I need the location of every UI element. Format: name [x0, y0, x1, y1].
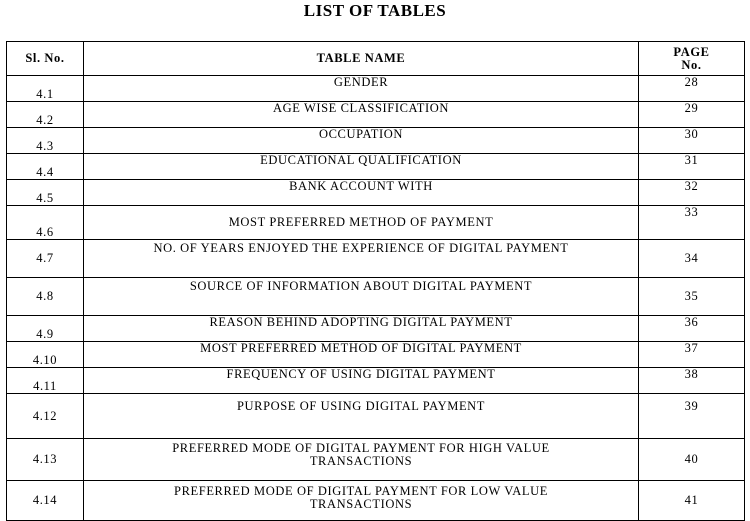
- row-page-no: 40: [639, 439, 745, 481]
- table-row: [7, 278, 745, 316]
- row-page-no: 28: [639, 76, 745, 102]
- row-sl-no: 4.9: [7, 316, 84, 342]
- row-table-name: NO. OF YEARS ENJOYED THE EXPERIENCE OF DIGITAL PAYMENT: [84, 240, 639, 278]
- row-table-name: MOST PREFERRED METHOD OF DIGITAL PAYMENT: [84, 342, 639, 368]
- row-sl-no: 4.12: [7, 394, 84, 439]
- row-sl-no: 4.4: [7, 154, 84, 180]
- row-sl-no: 4.13: [7, 439, 84, 481]
- header-table-name: TABLE NAME: [84, 42, 639, 76]
- table-row: [7, 154, 745, 180]
- row-page-no: 39: [639, 394, 745, 439]
- table-row: [7, 206, 745, 240]
- row-sl-no: 4.10: [7, 342, 84, 368]
- header-page-line2: No.: [681, 57, 702, 72]
- table-row: [7, 439, 745, 481]
- table-row: [7, 240, 745, 278]
- row-table-name: PREFERRED MODE OF DIGITAL PAYMENT FOR LOW VALUE TRANSACTIONS: [84, 481, 639, 521]
- list-of-tables: [6, 41, 745, 521]
- table-row: [7, 342, 745, 368]
- row-page-no: 41: [639, 481, 745, 521]
- row-table-name: OCCUPATION: [84, 128, 639, 154]
- row-table-name: BANK ACCOUNT WITH: [84, 180, 639, 206]
- table-row: [7, 481, 745, 521]
- row-page-no: 33: [639, 206, 745, 240]
- table-row: [7, 394, 745, 439]
- row-page-no: 30: [639, 128, 745, 154]
- row-sl-no: 4.14: [7, 481, 84, 521]
- row-page-no: 37: [639, 342, 745, 368]
- row-table-name: AGE WISE CLASSIFICATION: [84, 102, 639, 128]
- table-row: [7, 316, 745, 342]
- row-sl-no: 4.7: [7, 240, 84, 278]
- row-table-name: FREQUENCY OF USING DIGITAL PAYMENT: [84, 368, 639, 394]
- page-title: LIST OF TABLES: [303, 1, 447, 20]
- row-table-name: PURPOSE OF USING DIGITAL PAYMENT: [84, 394, 639, 439]
- row-page-no: 34: [639, 240, 745, 278]
- row-table-name: GENDER: [84, 76, 639, 102]
- table-header-row: [7, 42, 745, 76]
- row-page-no: 36: [639, 316, 745, 342]
- header-sl-no: Sl. No.: [7, 42, 84, 76]
- row-sl-no: 4.5: [7, 180, 84, 206]
- table-row: [7, 180, 745, 206]
- row-page-no: 29: [639, 102, 745, 128]
- row-sl-no: 4.3: [7, 128, 84, 154]
- row-page-no: 32: [639, 180, 745, 206]
- row-page-no: 31: [639, 154, 745, 180]
- table-row: [7, 368, 745, 394]
- row-sl-no: 4.2: [7, 102, 84, 128]
- row-table-name: REASON BEHIND ADOPTING DIGITAL PAYMENT: [84, 316, 639, 342]
- header-page-no: [639, 42, 745, 76]
- row-sl-no: 4.1: [7, 76, 84, 102]
- header-page-line1: PAGE: [673, 44, 710, 59]
- row-table-name: MOST PREFERRED METHOD OF PAYMENT: [84, 206, 639, 240]
- row-table-name: PREFERRED MODE OF DIGITAL PAYMENT FOR HIGH VALUE TRANSACTIONS: [84, 439, 639, 481]
- row-page-no: 38: [639, 368, 745, 394]
- row-sl-no: 4.6: [7, 206, 84, 240]
- table-row: [7, 128, 745, 154]
- row-page-no: 35: [639, 278, 745, 316]
- table-row: [7, 102, 745, 128]
- row-table-name: SOURCE OF INFORMATION ABOUT DIGITAL PAYMENT: [84, 278, 639, 316]
- table-row: [7, 76, 745, 102]
- row-table-name: EDUCATIONAL QUALIFICATION: [84, 154, 639, 180]
- row-sl-no: 4.8: [7, 278, 84, 316]
- row-sl-no: 4.11: [7, 368, 84, 394]
